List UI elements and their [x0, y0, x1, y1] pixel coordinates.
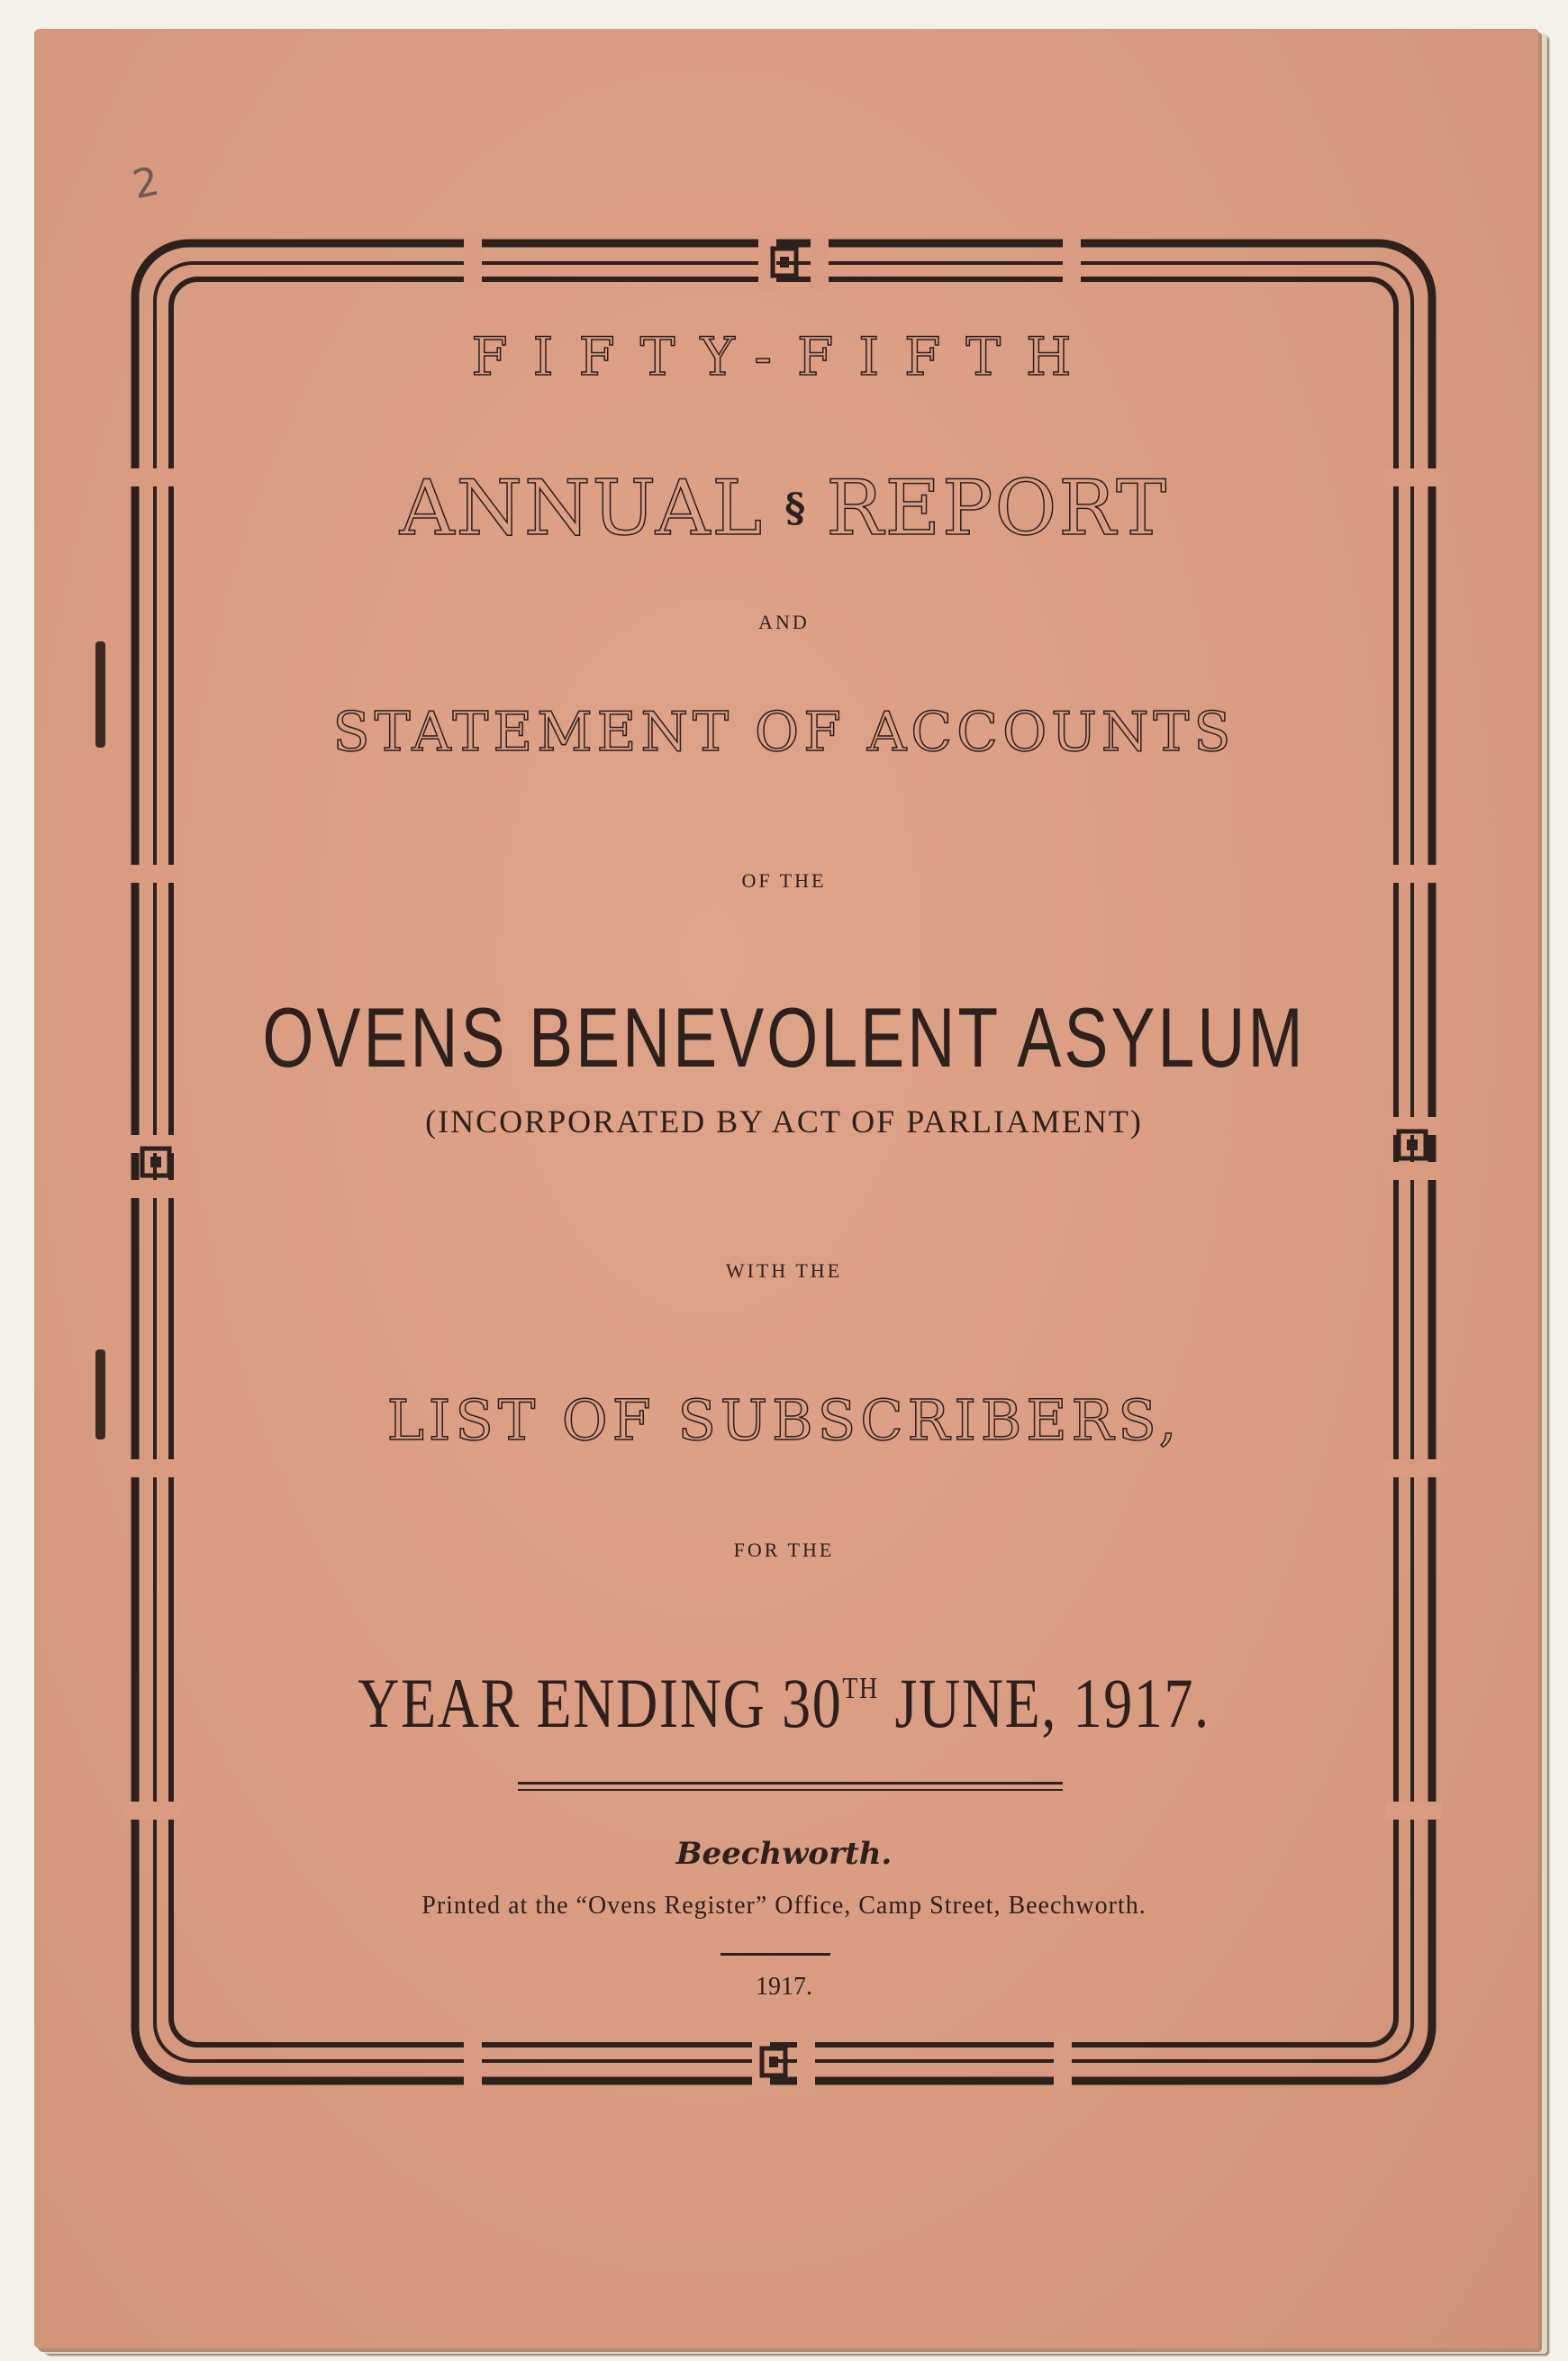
for-the-label: FOR THE — [733, 1539, 835, 1561]
of-the-label: OF THE — [741, 869, 827, 892]
with-the-label: WITH THE — [725, 1259, 843, 1282]
divider-rule-thin — [518, 1789, 1063, 1791]
report-title — [0, 464, 1568, 552]
short-rule — [721, 1953, 830, 1956]
print-year: 1917. — [756, 1973, 812, 2001]
incorporated-note: (INCORPORATED BY ACT OF PARLIAMENT) — [425, 1103, 1143, 1140]
year-ending-sup: TH — [842, 1672, 879, 1705]
report-title-left: ANNUAL — [399, 464, 765, 552]
report-title-right: REPORT — [826, 464, 1169, 552]
subscribers-title: LIST OF SUBSCRIBERS, — [386, 1387, 1182, 1453]
and-label: AND — [758, 611, 810, 633]
pencil-mark: 2 — [129, 158, 163, 209]
year-ending-pre: YEAR ENDING 30 — [358, 1664, 843, 1742]
institution-name: OVENS BENEVOLENT ASYLUM — [262, 990, 1306, 1085]
year-ending-line — [141, 1663, 1428, 1744]
place-of-printing: Beechworth. — [675, 1836, 893, 1872]
divider-rule — [518, 1782, 1063, 1784]
title-separator: § — [784, 486, 806, 531]
statement-title: STATEMENT OF ACCOUNTS — [332, 701, 1236, 764]
year-ending-post: JUNE, 1917. — [878, 1664, 1210, 1742]
printer-imprint: Printed at the “Ovens Register” Office, Camp Street, Beechworth. — [421, 1892, 1147, 1920]
report-ordinal: FIFTY-FIFTH — [471, 326, 1097, 387]
